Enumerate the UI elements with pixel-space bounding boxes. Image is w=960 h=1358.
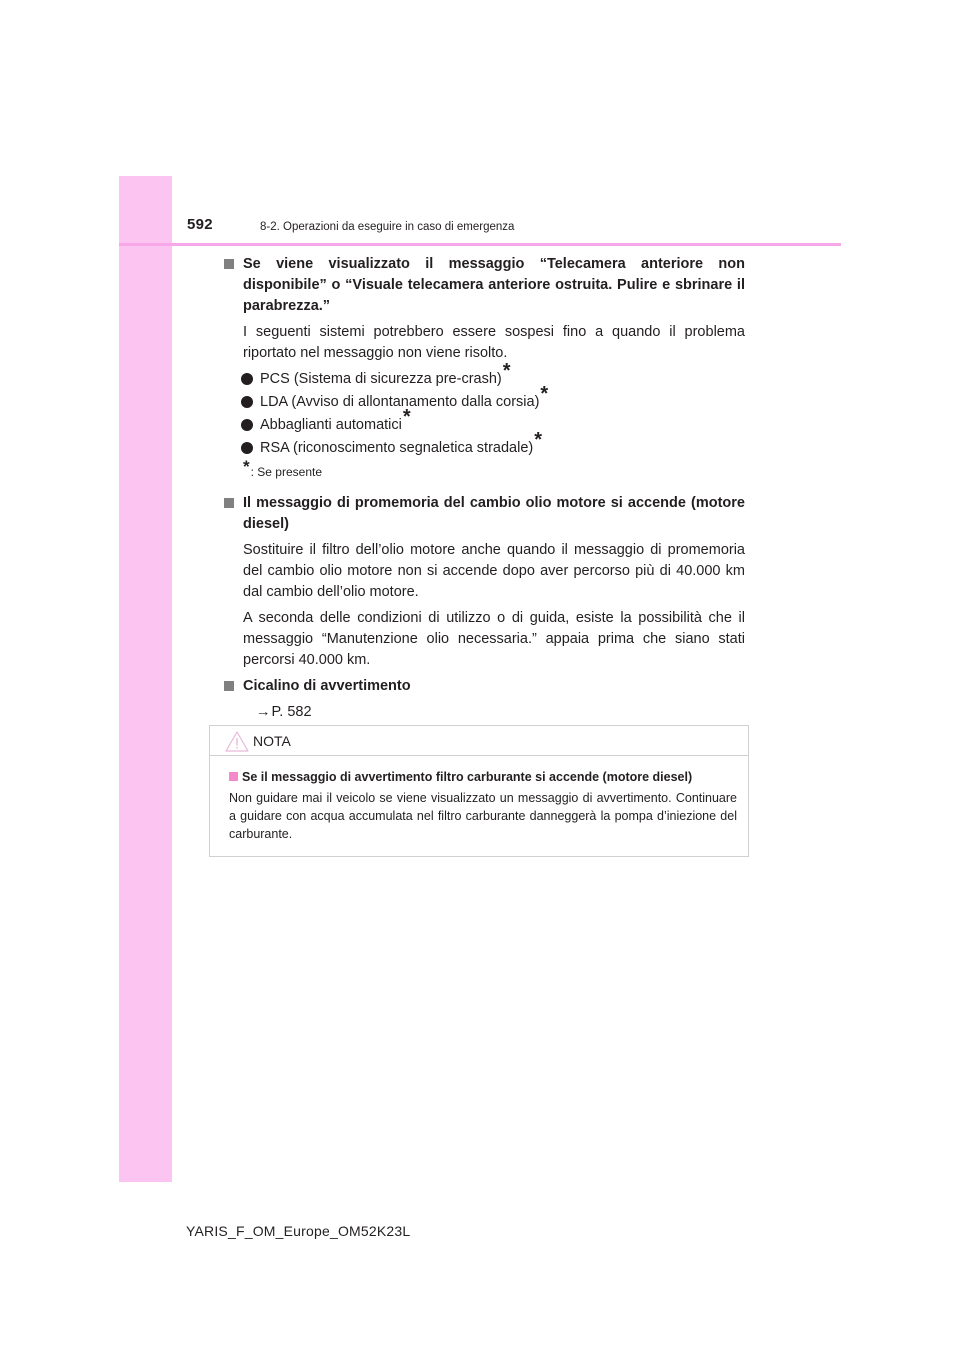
bullet-dot-icon: [241, 396, 253, 408]
asterisk-mark: *: [502, 360, 511, 382]
footer-code: YARIS_F_OM_Europe_OM52K23L: [186, 1223, 411, 1239]
list-item: [222, 406, 745, 436]
list-item: [222, 429, 745, 459]
heading-text: Se viene visualizzato il messaggio “Telecamera anteriore non disponibile” o “Visuale telecamera anteriore ostruita. Pulire e sbrinare il parabrezza.”: [243, 256, 745, 314]
asterisk-mark: *: [243, 457, 250, 476]
arrow-right-icon: →: [256, 704, 271, 720]
bullet-dot-icon: [241, 373, 253, 385]
list-item-text: LDA (Avviso di allontanamento dalla corsia): [260, 394, 540, 410]
page-reference[interactable]: [222, 702, 745, 723]
square-bullet-icon: [224, 681, 234, 691]
page-number: 592: [187, 216, 213, 233]
list-item-text: PCS (Sistema di sicurezza pre-crash): [260, 371, 502, 387]
bullet-dot-icon: [241, 419, 253, 431]
paragraph: I seguenti sistemi potrebbero essere sospesi fino a quando il problema riportato nel messaggio non viene risolto.: [243, 324, 745, 361]
square-bullet-icon: [224, 259, 234, 269]
square-bullet-icon: [229, 772, 238, 781]
section-heading-camera: [222, 254, 745, 317]
asterisk-mark: *: [540, 383, 549, 405]
content: [222, 254, 745, 728]
notice-header: [210, 726, 748, 756]
bullet-dot-icon: [241, 442, 253, 454]
list-item: [222, 360, 745, 390]
footnote-text: : Se presente: [250, 465, 323, 479]
notice-subheading: [229, 768, 737, 786]
heading-text: Cicalino di avvertimento: [243, 678, 411, 694]
section-heading-oil: [222, 493, 745, 535]
paragraph: A seconda delle condizioni di utilizzo o di guida, esiste la possibilità che il messaggio “Manutenzione olio necessaria.” appaia prima che siano stati percorsi 40.000 km.: [243, 610, 745, 668]
list-item: [222, 383, 745, 413]
page-reference-text: P. 582: [271, 704, 312, 720]
notice-text: Non guidare mai il veicolo se viene visualizzato un messaggio di avvertimento. Continuare a guidare con acqua accumulata nel filtro carburante danneggerà la pompa d’iniezione del carburante.: [229, 791, 737, 841]
list-item-text: Abbaglianti automatici: [260, 417, 402, 433]
asterisk-mark: *: [534, 429, 543, 451]
header-rule: [119, 243, 841, 246]
chapter-title: 8-2. Operazioni da eseguire in caso di emergenza: [260, 221, 515, 233]
warning-triangle-icon: [225, 731, 249, 752]
paragraph: Sostituire il filtro dell’olio motore anche quando il messaggio di promemoria del cambio olio motore non si accende dopo aver percorso più di 40.000 km dal cambio dell’olio motore.: [243, 542, 745, 600]
section-heading-buzzer: [222, 676, 745, 697]
notice-box: [209, 725, 749, 857]
notice-subheading-text: Se il messaggio di avvertimento filtro carburante si accende (motore diesel): [242, 770, 693, 784]
asterisk-mark: *: [402, 406, 411, 428]
list-item-text: RSA (riconoscimento segnaletica stradale): [260, 440, 534, 456]
side-band: [119, 176, 172, 1182]
notice-label: NOTA: [253, 733, 291, 749]
notice-body: [210, 756, 748, 843]
heading-text: Il messaggio di promemoria del cambio olio motore si accende (motore diesel): [243, 495, 745, 532]
footnote: [222, 457, 745, 483]
square-bullet-icon: [224, 498, 234, 508]
